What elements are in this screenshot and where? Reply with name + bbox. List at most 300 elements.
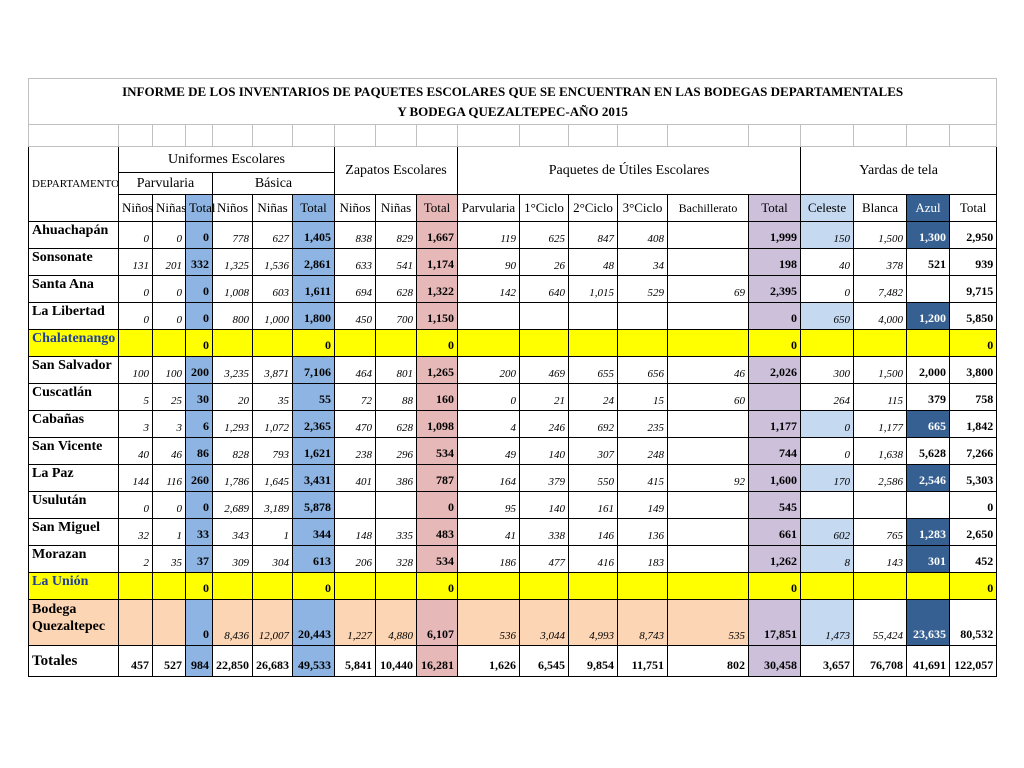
department-name: Chalatenango (29, 330, 119, 357)
cell-parv-total: 30 (186, 384, 213, 411)
title-line-1: INFORME DE LOS INVENTARIOS DE PAQUETES ESCOLARES QUE SE ENCUENTRAN EN LAS BODEGAS DEPARTAMENTALES (122, 83, 904, 99)
cell-yardas-celeste: 264 (801, 384, 854, 411)
department-name: Totales (29, 646, 119, 677)
department-name: Ahuachapán (29, 222, 119, 249)
cell-utiles-parvularia: 164 (458, 465, 520, 492)
header-yardas: Yardas de tela (801, 147, 997, 195)
cell-parv-ninas: 0 (153, 222, 186, 249)
cell-basica-total: 49,533 (293, 646, 335, 677)
cell-parv-ninas: 3 (153, 411, 186, 438)
cell-utiles-1ciclo: 3,044 (520, 600, 569, 646)
cell-parv-ninos (119, 573, 153, 600)
cell-parv-total: 6 (186, 411, 213, 438)
cell-utiles-3ciclo: 136 (618, 519, 668, 546)
cell-utiles-1ciclo: 140 (520, 438, 569, 465)
cell-yardas-blanca: 1,500 (854, 222, 907, 249)
cell-zapatos-ninas: 829 (376, 222, 417, 249)
cell-zapatos-ninos (335, 492, 376, 519)
cell-utiles-3ciclo: 34 (618, 249, 668, 276)
cell-parv-ninas: 0 (153, 276, 186, 303)
blank-cell (907, 125, 950, 147)
cell-utiles-parvularia: 95 (458, 492, 520, 519)
cell-zapatos-ninos: 464 (335, 357, 376, 384)
cell-utiles-total: 2,395 (749, 276, 801, 303)
cell-parv-ninos: 144 (119, 465, 153, 492)
cell-zapatos-ninas (376, 330, 417, 357)
blank-cell (520, 125, 569, 147)
blank-cell (749, 125, 801, 147)
cell-yardas-total: 5,850 (950, 303, 997, 330)
subheader-basica-ninas: Niñas (253, 195, 293, 222)
cell-basica-total: 344 (293, 519, 335, 546)
title-row (29, 79, 997, 125)
cell-utiles-1ciclo: 625 (520, 222, 569, 249)
department-name: San Vicente (29, 438, 119, 465)
cell-utiles-1ciclo: 6,545 (520, 646, 569, 677)
cell-zapatos-total: 787 (417, 465, 458, 492)
cell-parv-total: 0 (186, 276, 213, 303)
cell-utiles-2ciclo: 550 (569, 465, 618, 492)
cell-utiles-total: 545 (749, 492, 801, 519)
cell-utiles-3ciclo (618, 573, 668, 600)
cell-utiles-bachillerato: 60 (668, 384, 749, 411)
cell-zapatos-ninos: 633 (335, 249, 376, 276)
cell-utiles-total: 661 (749, 519, 801, 546)
cell-utiles-3ciclo (618, 330, 668, 357)
cell-utiles-1ciclo: 246 (520, 411, 569, 438)
cell-yardas-total: 7,266 (950, 438, 997, 465)
cell-utiles-total: 1,177 (749, 411, 801, 438)
blank-cell (153, 125, 186, 147)
cell-parv-total: 332 (186, 249, 213, 276)
cell-basica-ninas: 35 (253, 384, 293, 411)
cell-parv-total: 200 (186, 357, 213, 384)
cell-yardas-blanca: 378 (854, 249, 907, 276)
cell-utiles-parvularia (458, 330, 520, 357)
blank-cell (801, 125, 854, 147)
cell-yardas-total: 0 (950, 330, 997, 357)
cell-parv-ninos: 0 (119, 303, 153, 330)
cell-utiles-total: 1,600 (749, 465, 801, 492)
cell-basica-total: 0 (293, 573, 335, 600)
cell-yardas-celeste: 602 (801, 519, 854, 546)
subheader-utiles-3ciclo: 3°Ciclo (618, 195, 668, 222)
cell-basica-ninas (253, 573, 293, 600)
cell-yardas-blanca (854, 330, 907, 357)
cell-yardas-blanca: 76,708 (854, 646, 907, 677)
subheader-yardas-total: Total (950, 195, 997, 222)
cell-parv-ninos: 2 (119, 546, 153, 573)
header-uniformes: Uniformes Escolares (119, 147, 335, 173)
cell-utiles-3ciclo: 408 (618, 222, 668, 249)
cell-yardas-celeste: 150 (801, 222, 854, 249)
blank-cell (854, 125, 907, 147)
cell-basica-ninas: 1,536 (253, 249, 293, 276)
cell-yardas-blanca: 143 (854, 546, 907, 573)
cell-parv-ninas (153, 330, 186, 357)
cell-parv-ninos: 40 (119, 438, 153, 465)
cell-yardas-blanca (854, 573, 907, 600)
cell-yardas-azul: 5,628 (907, 438, 950, 465)
title-line-2: Y BODEGA QUEZALTEPEC-AÑO 2015 (397, 103, 628, 119)
cell-utiles-bachillerato (668, 222, 749, 249)
cell-utiles-total: 1,262 (749, 546, 801, 573)
cell-basica-ninos (213, 573, 253, 600)
cell-utiles-2ciclo: 9,854 (569, 646, 618, 677)
subheader-utiles-total: Total (749, 195, 801, 222)
cell-yardas-blanca: 2,586 (854, 465, 907, 492)
header-departamento: DEPARTAMENTO (29, 147, 119, 222)
cell-utiles-parvularia: 4 (458, 411, 520, 438)
cell-parv-ninos (119, 330, 153, 357)
table-row (29, 546, 997, 573)
cell-yardas-blanca: 765 (854, 519, 907, 546)
cell-utiles-2ciclo: 416 (569, 546, 618, 573)
cell-yardas-azul: 301 (907, 546, 950, 573)
cell-utiles-bachillerato (668, 330, 749, 357)
cell-yardas-azul: 41,691 (907, 646, 950, 677)
cell-parv-ninas: 0 (153, 492, 186, 519)
cell-utiles-2ciclo: 692 (569, 411, 618, 438)
cell-utiles-bachillerato (668, 573, 749, 600)
cell-zapatos-total: 534 (417, 546, 458, 573)
cell-utiles-total: 1,999 (749, 222, 801, 249)
subheader-zapatos-ninas: Niñas (376, 195, 417, 222)
cell-utiles-1ciclo: 140 (520, 492, 569, 519)
department-name: La Unión (29, 573, 119, 600)
blank-cell (618, 125, 668, 147)
cell-yardas-celeste: 40 (801, 249, 854, 276)
cell-utiles-1ciclo: 640 (520, 276, 569, 303)
cell-utiles-1ciclo: 21 (520, 384, 569, 411)
cell-utiles-3ciclo: 248 (618, 438, 668, 465)
cell-parv-total: 86 (186, 438, 213, 465)
cell-basica-ninos: 8,436 (213, 600, 253, 646)
cell-basica-ninas: 793 (253, 438, 293, 465)
cell-zapatos-ninas: 10,440 (376, 646, 417, 677)
department-name: San Salvador (29, 357, 119, 384)
cell-basica-ninos: 343 (213, 519, 253, 546)
subheader-yardas-azul: Azul (907, 195, 950, 222)
cell-zapatos-ninas: 386 (376, 465, 417, 492)
cell-basica-total: 3,431 (293, 465, 335, 492)
cell-zapatos-ninos: 238 (335, 438, 376, 465)
subheader-basica-ninos: Niños (213, 195, 253, 222)
table-row (29, 330, 997, 357)
cell-zapatos-ninos: 206 (335, 546, 376, 573)
cell-parv-ninas (153, 573, 186, 600)
cell-utiles-1ciclo (520, 303, 569, 330)
cell-utiles-total: 0 (749, 573, 801, 600)
cell-basica-total: 1,611 (293, 276, 335, 303)
cell-utiles-2ciclo: 1,015 (569, 276, 618, 303)
cell-basica-ninos: 309 (213, 546, 253, 573)
cell-basica-ninas: 1,000 (253, 303, 293, 330)
cell-yardas-total: 122,057 (950, 646, 997, 677)
cell-parv-ninas (153, 600, 186, 646)
table-row (29, 438, 997, 465)
cell-parv-ninas: 201 (153, 249, 186, 276)
cell-yardas-celeste: 300 (801, 357, 854, 384)
cell-parv-ninos: 0 (119, 222, 153, 249)
cell-zapatos-total: 1,322 (417, 276, 458, 303)
cell-zapatos-total: 534 (417, 438, 458, 465)
cell-utiles-parvularia: 119 (458, 222, 520, 249)
cell-yardas-total: 3,800 (950, 357, 997, 384)
cell-utiles-total: 30,458 (749, 646, 801, 677)
cell-basica-ninas: 12,007 (253, 600, 293, 646)
table-row (29, 276, 997, 303)
cell-yardas-blanca: 1,638 (854, 438, 907, 465)
cell-basica-ninos: 1,325 (213, 249, 253, 276)
table-row (29, 303, 997, 330)
blank-cell (376, 125, 417, 147)
cell-basica-ninas: 1,645 (253, 465, 293, 492)
department-name: Usulután (29, 492, 119, 519)
department-name: Cabañas (29, 411, 119, 438)
cell-utiles-2ciclo: 48 (569, 249, 618, 276)
blank-cell (293, 125, 335, 147)
cell-zapatos-ninos: 1,227 (335, 600, 376, 646)
cell-zapatos-total: 483 (417, 519, 458, 546)
blank-cell (569, 125, 618, 147)
cell-basica-total: 20,443 (293, 600, 335, 646)
cell-zapatos-ninas (376, 573, 417, 600)
subheader-parv-total: Total (186, 195, 213, 222)
cell-utiles-3ciclo: 529 (618, 276, 668, 303)
cell-yardas-azul (907, 573, 950, 600)
cell-basica-ninas: 1,072 (253, 411, 293, 438)
cell-zapatos-total: 1,174 (417, 249, 458, 276)
subheader-parv-ninas: Niñas (153, 195, 186, 222)
cell-yardas-azul (907, 276, 950, 303)
cell-utiles-3ciclo: 15 (618, 384, 668, 411)
cell-parv-ninos: 0 (119, 276, 153, 303)
cell-basica-total: 2,861 (293, 249, 335, 276)
cell-parv-ninos: 32 (119, 519, 153, 546)
subheader-zapatos-total: Total (417, 195, 458, 222)
cell-zapatos-total: 0 (417, 573, 458, 600)
cell-yardas-total: 0 (950, 492, 997, 519)
header-row-1 (29, 147, 997, 173)
cell-zapatos-ninos: 450 (335, 303, 376, 330)
cell-utiles-3ciclo: 415 (618, 465, 668, 492)
department-name: La Libertad (29, 303, 119, 330)
cell-utiles-parvularia (458, 303, 520, 330)
cell-utiles-2ciclo (569, 330, 618, 357)
cell-yardas-azul (907, 492, 950, 519)
cell-yardas-azul: 379 (907, 384, 950, 411)
cell-parv-ninas: 0 (153, 303, 186, 330)
subheader-utiles-bachillerato: Bachillerato (668, 195, 749, 222)
cell-parv-total: 0 (186, 303, 213, 330)
cell-basica-ninos: 20 (213, 384, 253, 411)
cell-basica-ninas: 26,683 (253, 646, 293, 677)
table-row (29, 411, 997, 438)
cell-utiles-bachillerato: 46 (668, 357, 749, 384)
cell-basica-total: 1,621 (293, 438, 335, 465)
cell-zapatos-total: 1,265 (417, 357, 458, 384)
cell-yardas-azul: 2,000 (907, 357, 950, 384)
cell-zapatos-ninos: 838 (335, 222, 376, 249)
cell-basica-total: 1,405 (293, 222, 335, 249)
cell-utiles-total: 198 (749, 249, 801, 276)
cell-zapatos-total: 1,667 (417, 222, 458, 249)
table-row (29, 249, 997, 276)
cell-parv-ninas: 116 (153, 465, 186, 492)
cell-utiles-1ciclo: 26 (520, 249, 569, 276)
cell-utiles-3ciclo: 183 (618, 546, 668, 573)
cell-yardas-celeste: 8 (801, 546, 854, 573)
cell-zapatos-total: 1,150 (417, 303, 458, 330)
cell-utiles-bachillerato (668, 249, 749, 276)
cell-yardas-azul: 521 (907, 249, 950, 276)
cell-yardas-total: 1,842 (950, 411, 997, 438)
cell-parv-total: 0 (186, 600, 213, 646)
cell-basica-ninas: 627 (253, 222, 293, 249)
cell-parv-total: 984 (186, 646, 213, 677)
cell-basica-ninas: 3,189 (253, 492, 293, 519)
blank-cell (186, 125, 213, 147)
cell-utiles-bachillerato (668, 303, 749, 330)
cell-utiles-2ciclo: 4,993 (569, 600, 618, 646)
cell-utiles-parvularia: 41 (458, 519, 520, 546)
cell-basica-ninos: 778 (213, 222, 253, 249)
cell-basica-ninas: 3,871 (253, 357, 293, 384)
cell-utiles-total: 17,851 (749, 600, 801, 646)
cell-zapatos-ninos: 5,841 (335, 646, 376, 677)
cell-yardas-azul: 1,283 (907, 519, 950, 546)
cell-zapatos-ninas: 628 (376, 276, 417, 303)
cell-utiles-parvularia: 1,626 (458, 646, 520, 677)
blank-cell (335, 125, 376, 147)
cell-yardas-azul: 23,635 (907, 600, 950, 646)
cell-basica-total: 55 (293, 384, 335, 411)
cell-yardas-azul: 1,200 (907, 303, 950, 330)
cell-parv-total: 0 (186, 222, 213, 249)
cell-parv-ninos (119, 600, 153, 646)
cell-basica-ninos: 22,850 (213, 646, 253, 677)
cell-yardas-azul: 1,300 (907, 222, 950, 249)
blank-cell (458, 125, 520, 147)
cell-utiles-3ciclo: 11,751 (618, 646, 668, 677)
cell-utiles-3ciclo: 656 (618, 357, 668, 384)
subheader-parv-ninos: Niños (119, 195, 153, 222)
cell-basica-ninos: 828 (213, 438, 253, 465)
cell-yardas-celeste (801, 492, 854, 519)
cell-parv-ninos: 100 (119, 357, 153, 384)
cell-utiles-bachillerato (668, 546, 749, 573)
cell-basica-ninas: 304 (253, 546, 293, 573)
table-row (29, 492, 997, 519)
cell-yardas-celeste: 650 (801, 303, 854, 330)
cell-parv-ninas: 100 (153, 357, 186, 384)
table-row (29, 465, 997, 492)
department-name: Bodega Quezaltepec (29, 600, 119, 646)
cell-utiles-parvularia: 90 (458, 249, 520, 276)
cell-basica-ninos: 2,689 (213, 492, 253, 519)
cell-utiles-parvularia: 536 (458, 600, 520, 646)
cell-utiles-parvularia: 0 (458, 384, 520, 411)
cell-yardas-azul: 2,546 (907, 465, 950, 492)
cell-yardas-blanca: 1,177 (854, 411, 907, 438)
cell-basica-total: 7,106 (293, 357, 335, 384)
cell-utiles-bachillerato (668, 411, 749, 438)
department-name: Santa Ana (29, 276, 119, 303)
cell-zapatos-ninas: 628 (376, 411, 417, 438)
cell-parv-ninos: 3 (119, 411, 153, 438)
cell-utiles-bachillerato (668, 492, 749, 519)
cell-utiles-parvularia: 49 (458, 438, 520, 465)
blank-cell (29, 125, 119, 147)
subheader-yardas-blanca: Blanca (854, 195, 907, 222)
cell-utiles-total: 0 (749, 330, 801, 357)
cell-parv-total: 0 (186, 492, 213, 519)
cell-utiles-1ciclo: 469 (520, 357, 569, 384)
cell-yardas-blanca (854, 492, 907, 519)
header-basica: Básica (213, 173, 335, 195)
cell-utiles-parvularia: 142 (458, 276, 520, 303)
cell-basica-ninos: 1,293 (213, 411, 253, 438)
cell-zapatos-total: 16,281 (417, 646, 458, 677)
cell-zapatos-total: 160 (417, 384, 458, 411)
cell-parv-ninas: 1 (153, 519, 186, 546)
cell-basica-ninas: 603 (253, 276, 293, 303)
cell-parv-ninos: 131 (119, 249, 153, 276)
cell-basica-ninos: 1,008 (213, 276, 253, 303)
cell-zapatos-ninas: 700 (376, 303, 417, 330)
cell-utiles-2ciclo: 655 (569, 357, 618, 384)
department-name: Morazan (29, 546, 119, 573)
blank-cell (213, 125, 253, 147)
cell-basica-ninos: 800 (213, 303, 253, 330)
cell-parv-ninas: 46 (153, 438, 186, 465)
cell-utiles-1ciclo: 338 (520, 519, 569, 546)
subheader-basica-total: Total (293, 195, 335, 222)
table-row (29, 384, 997, 411)
table-row (29, 519, 997, 546)
cell-utiles-parvularia: 200 (458, 357, 520, 384)
cell-utiles-3ciclo: 235 (618, 411, 668, 438)
cell-zapatos-ninas: 335 (376, 519, 417, 546)
cell-yardas-azul (907, 330, 950, 357)
cell-zapatos-ninos (335, 573, 376, 600)
cell-yardas-total: 2,650 (950, 519, 997, 546)
cell-basica-ninos (213, 330, 253, 357)
cell-zapatos-ninas: 328 (376, 546, 417, 573)
cell-parv-total: 0 (186, 573, 213, 600)
cell-zapatos-ninos (335, 330, 376, 357)
cell-utiles-bachillerato: 802 (668, 646, 749, 677)
cell-yardas-total: 2,950 (950, 222, 997, 249)
blank-cell (950, 125, 997, 147)
cell-zapatos-ninos: 470 (335, 411, 376, 438)
cell-basica-total: 0 (293, 330, 335, 357)
cell-basica-ninos: 1,786 (213, 465, 253, 492)
cell-utiles-bachillerato: 69 (668, 276, 749, 303)
cell-yardas-blanca: 55,424 (854, 600, 907, 646)
blank-cell (253, 125, 293, 147)
cell-basica-total: 2,365 (293, 411, 335, 438)
cell-utiles-3ciclo (618, 303, 668, 330)
cell-yardas-azul: 665 (907, 411, 950, 438)
cell-zapatos-total: 6,107 (417, 600, 458, 646)
cell-yardas-blanca: 115 (854, 384, 907, 411)
cell-yardas-celeste: 170 (801, 465, 854, 492)
cell-utiles-total: 744 (749, 438, 801, 465)
cell-zapatos-total: 0 (417, 330, 458, 357)
cell-utiles-bachillerato (668, 438, 749, 465)
